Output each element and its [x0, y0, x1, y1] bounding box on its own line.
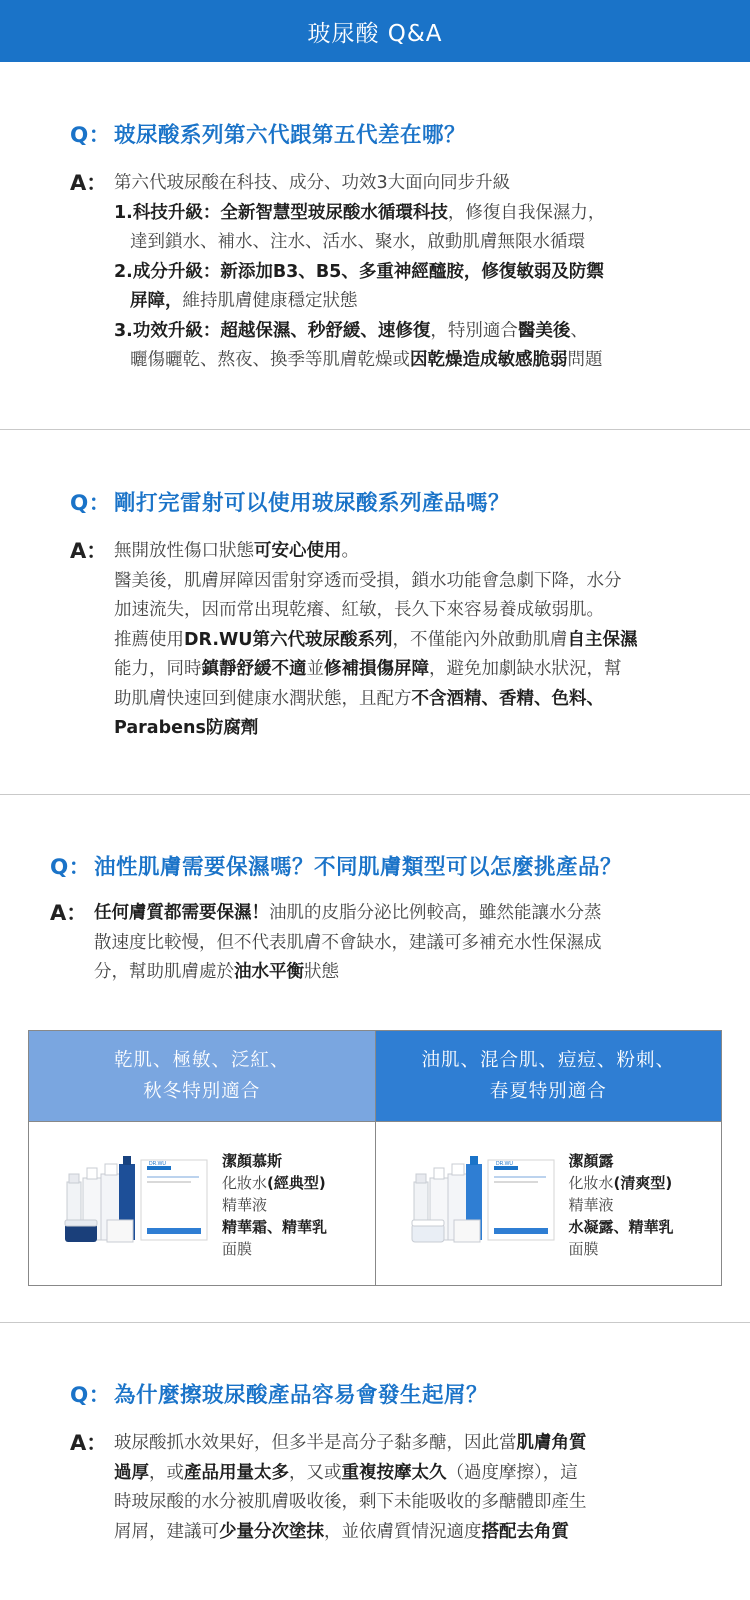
answer-line: 時玻尿酸的水分被肌膚吸收後，剩下未能吸收的多醣體即產生 [114, 1492, 587, 1512]
answer-1 [70, 169, 605, 376]
answer-line: 能力，同時鎮靜舒緩不適並修補損傷屏障，避免加劇缺水狀況，幫 [114, 659, 622, 679]
page-title: 玻尿酸 Q&A [307, 20, 443, 47]
product-list: 潔顏露 化妝水(清爽型) 精華液 水凝露、精華乳 面膜 [568, 1152, 674, 1258]
qa-section-4 [70, 1378, 587, 1547]
section-divider [0, 429, 750, 430]
oily-skin-products [375, 1122, 722, 1286]
q-mark: Q： [70, 1383, 111, 1408]
q-mark: Q： [50, 855, 91, 880]
answer-4 [70, 1429, 587, 1547]
answer-line: 屑屑，建議可少量分次塗抹，並依膚質情況適度搭配去角質 [114, 1521, 569, 1542]
answer-line: 玻尿酸抓水效果好，但多半是高分子黏多醣，因此當肌膚角質 [114, 1433, 587, 1453]
product-set-image [63, 1152, 213, 1252]
question-text: 為什麼擦玻尿酸產品容易會發生起屑？ [114, 1383, 489, 1408]
a-mark: A： [70, 171, 108, 195]
answer-body [114, 1429, 587, 1547]
dry-skin-header: 乾肌、極敏、泛紅、 秋冬特別適合 [29, 1031, 376, 1122]
a-mark: A： [70, 539, 108, 563]
qa-section-1 [70, 118, 605, 376]
answer-line: 1.科技升級：全新智慧型玻尿酸水循環科技，修復自我保濕力， [114, 202, 606, 223]
answer-line: 第六代玻尿酸在科技、成分、功效3大面向同步升級 [114, 173, 511, 193]
qa-section-3 [50, 850, 622, 988]
answer-line: 2.成分升級：新添加B3、B5、多重神經醯胺，修復敏弱及防禦 [114, 261, 604, 282]
section-divider [0, 794, 750, 795]
qa-section-2 [70, 486, 638, 744]
product-list: 潔顏慕斯 化妝水(經典型) 精華液 精華霜、精華乳 面膜 [222, 1152, 328, 1258]
q-mark: Q： [70, 491, 111, 516]
question-1 [70, 118, 605, 149]
answer-line: 推薦使用DR.WU第六代玻尿酸系列，不僅能內外啟動肌膚自主保濕 [114, 629, 638, 650]
answer-body [94, 899, 602, 988]
answer-body [114, 169, 605, 376]
answer-body [114, 537, 638, 744]
question-text: 玻尿酸系列第六代跟第五代差在哪？ [114, 123, 467, 148]
answer-line: 3.功效升級：超越保濕、秒舒緩、速修復，特別適合醫美後、 [114, 320, 588, 341]
answer-line: 散速度比較慢，但不代表肌膚不會缺水，建議可多補充水性保濕成 [94, 932, 602, 953]
answer-2 [70, 537, 638, 744]
skin-type-table [28, 1030, 722, 1286]
answer-line: Parabens防腐劑 [114, 718, 259, 738]
a-mark: A： [70, 1431, 108, 1455]
answer-line: 任何膚質都需要保濕！油肌的皮脂分泌比例較高，雖然能讓水分蒸 [94, 903, 602, 923]
question-text: 油性肌膚需要保濕嗎？不同肌膚類型可以怎麼挑產品？ [94, 855, 623, 880]
question-2 [70, 486, 638, 517]
question-4 [70, 1378, 587, 1409]
answer-line: 分，幫助肌膚處於油水平衡狀態 [94, 962, 339, 982]
answer-line: 醫美後，肌膚屏障因雷射穿透而受損，鎖水功能會急劇下降，水分 [114, 570, 622, 591]
a-mark: A： [50, 901, 88, 925]
question-text: 剛打完雷射可以使用玻尿酸系列產品嗎？ [114, 491, 511, 516]
answer-line: 達到鎖水、補水、注水、活水、聚水，啟動肌膚無限水循環 [130, 232, 585, 252]
answer-line: 屏障，維持肌膚健康穩定狀態 [130, 291, 358, 311]
question-3 [50, 850, 622, 881]
product-set-image [410, 1152, 560, 1252]
section-divider [0, 1322, 750, 1323]
svg-text:DR.WU: DR.WU [149, 1161, 166, 1167]
answer-line: 過厚，或產品用量太多，又或重複按摩太久（過度摩擦），這 [114, 1462, 578, 1483]
oily-skin-header: 油肌、混合肌、痘痘、粉刺、 春夏特別適合 [375, 1031, 722, 1122]
answer-3 [50, 899, 622, 988]
q-mark: Q： [70, 123, 111, 148]
dry-skin-products [29, 1122, 376, 1286]
svg-text:DR.WU: DR.WU [495, 1161, 513, 1167]
page-header [0, 0, 750, 62]
answer-line: 加速流失，因而常出現乾癢、紅敏，長久下來容易養成敏弱肌。 [114, 600, 604, 620]
answer-line: 曬傷曬乾、熬夜、換季等肌膚乾燥或因乾燥造成敏感脆弱問題 [130, 350, 603, 370]
answer-line: 無開放性傷口狀態可安心使用。 [114, 541, 359, 561]
answer-line: 助肌膚快速回到健康水潤狀態，且配方不含酒精、香精、色料、 [114, 688, 604, 709]
